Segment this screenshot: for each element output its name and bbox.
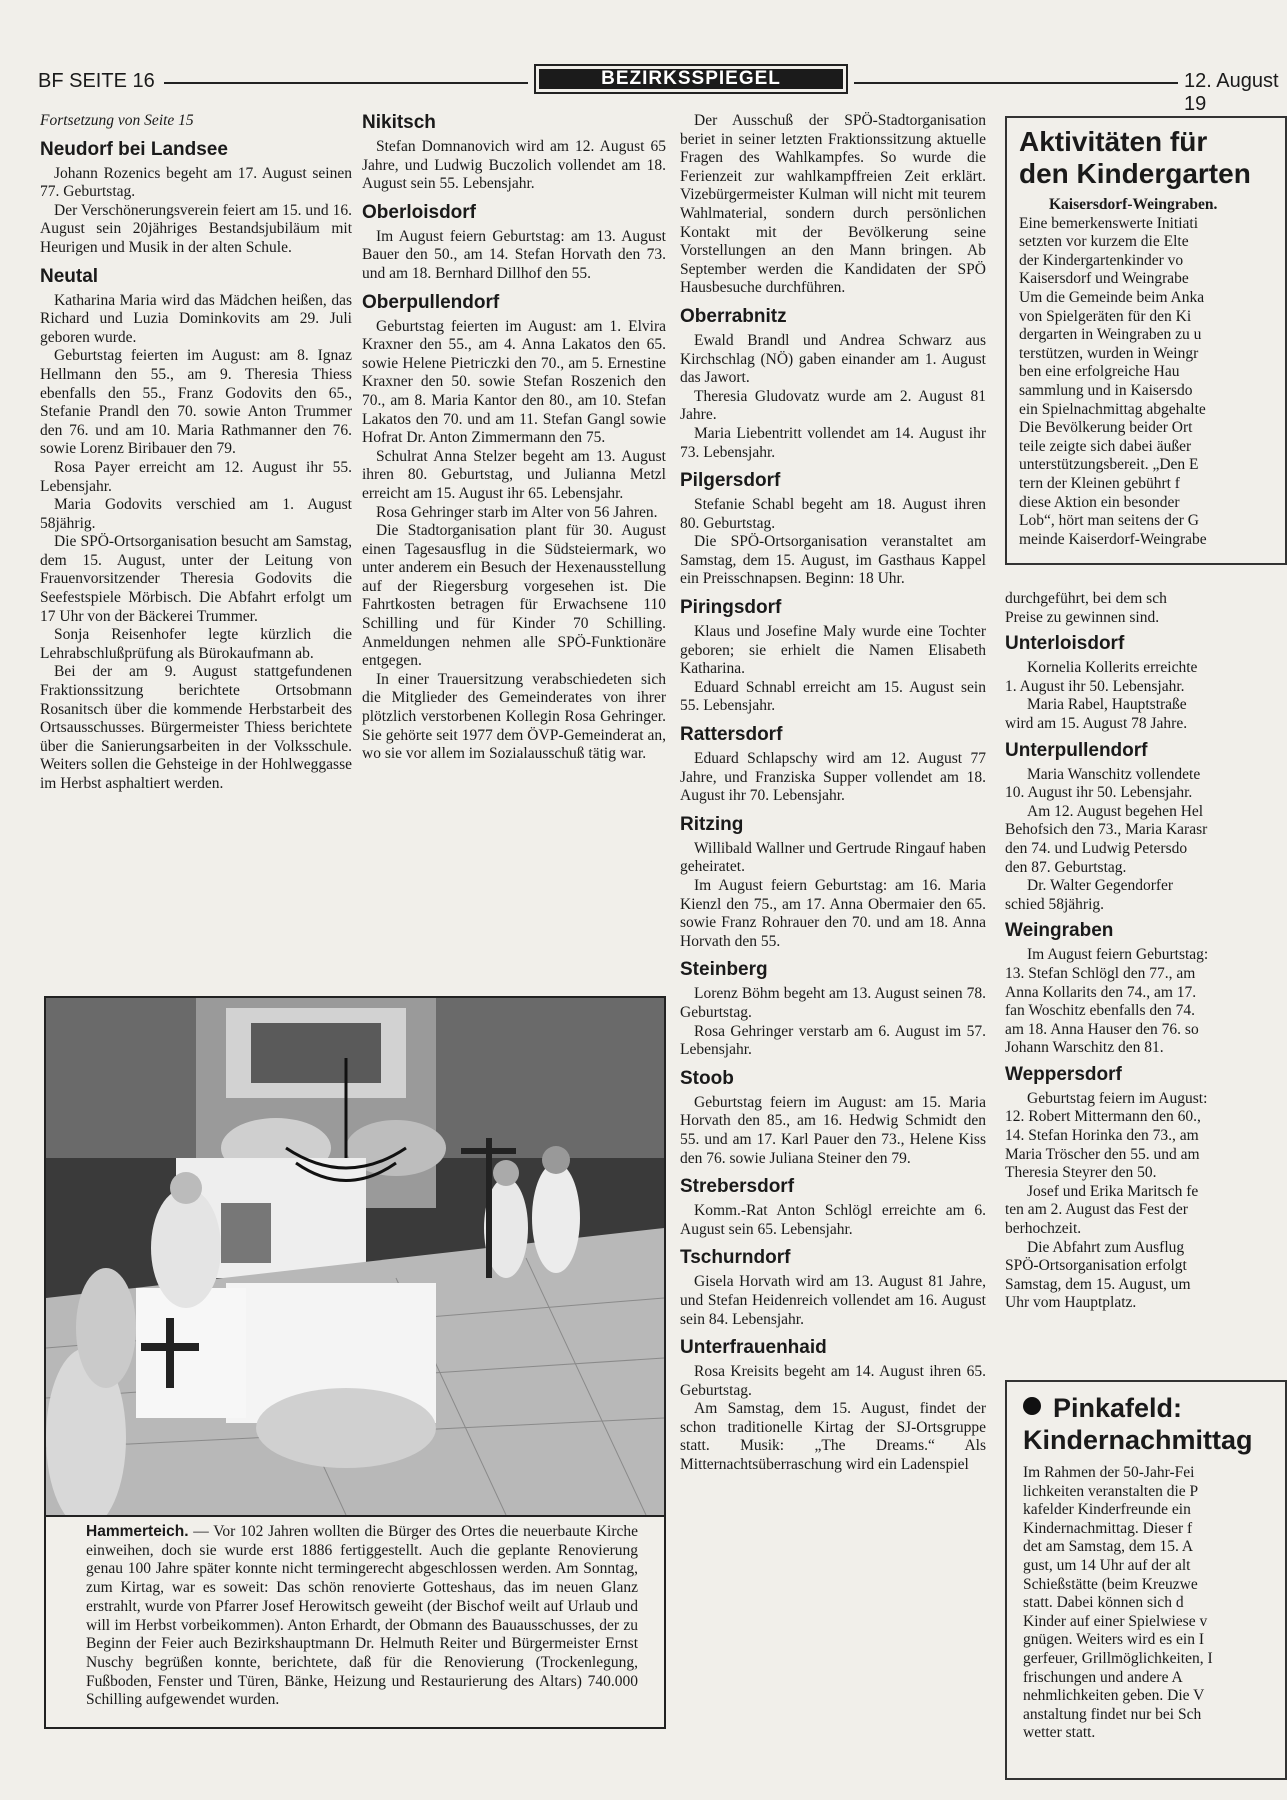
text-line: Anna Kollarits den 74., am 17. [1005, 983, 1197, 1001]
text-line: teile zeigte sich dabei äußer [1019, 437, 1192, 455]
text-line: unterstützungsbereit. „Den E [1019, 456, 1199, 474]
page-number: BF SEITE 16 [38, 70, 155, 92]
article-paragraph: Katharina Maria wird das Mädchen heißen, das Richard und Luzia Dominkovits am 29. Juli geboren wurde. [40, 291, 352, 346]
section-banner [534, 64, 848, 94]
article-paragraph: Rosa Gehringer verstarb am 6. August im 57. Lebensjahr. [680, 1022, 986, 1059]
heading-unterfrauenhaid: Unterfrauenhaid [680, 1337, 827, 1359]
kindergarten-title [1019, 126, 1285, 190]
text-line: Josef und Erika Maritsch fe [1027, 1182, 1199, 1200]
text-line: berhochzeit. [1005, 1220, 1082, 1238]
article-paragraph: Maria Liebentritt vollendet am 14. August ihr 73. Lebensjahr. [680, 424, 986, 461]
text-line: Samstag, dem 15. August, um [1005, 1275, 1191, 1293]
heading-weppersdorf: Weppersdorf [1005, 1063, 1122, 1085]
text-line: kafelder Kinderfreunde ein [1023, 1501, 1191, 1519]
text-line: wetter statt. [1023, 1724, 1096, 1742]
text-line: 1. August ihr 50. Lebensjahr. [1005, 677, 1185, 695]
heading-oberloisdorf: Oberloisdorf [362, 201, 477, 223]
text-line: setzten vor kurzem die Elte [1019, 233, 1189, 251]
text-line: den 74. und Ludwig Petersdo [1005, 839, 1188, 857]
heading-tschurndorf: Tschurndorf [680, 1247, 791, 1269]
text-line: meinde Kaiserdorf-Weingrabe [1019, 530, 1207, 548]
photo-caption [44, 1517, 666, 1729]
article-paragraph: Die SPÖ-Ortsorganisation veranstaltet am Samstag, dem 15. August, im Gasthaus Kappel ein Preisschnapsen. Beginn: 18 Uhr. [680, 533, 986, 588]
intro-text [1005, 590, 1287, 627]
text-line: 13. Stefan Schlögl den 77., am [1005, 964, 1196, 982]
article-paragraph: Maria Godovits verschied am 1. August 58jährig. [40, 496, 352, 532]
text-line: diese Aktion ein besonder [1019, 493, 1180, 511]
article-paragraph: Die Stadtorganisation plant für 30. August einen Tagesausflug in die Südsteiermark, wo unter anderem ein Besuch der Hexenausstellung auf der Riegersburg vorgesehen ist. Die Fahrtkosten betragen für Erwachsene 110 Schilling und für Kinder 70 Schilling. Anmeldungen nehmen alle SPÖ-Funktionäre entgegen. [362, 522, 666, 670]
article-paragraph: Rosa Kreisits begeht am 14. August ihren 65. Geburtstag. [680, 1363, 986, 1399]
heading-rattersdorf: Rattersdorf [680, 724, 783, 746]
text-line: Theresia Steyrer den 50. [1005, 1164, 1157, 1182]
article-paragraph: In einer Trauersitzung verabschiedeten sich die Mitglieder des Gemeinderates von ihrer plötzlich verstorbenen Kollegin Rosa Gehringer. Sie gehörte seit 1977 dem ÖVP-Gemeinderat an, wo sie vor allem im Sozialausschuß tätig war. [362, 670, 666, 763]
bullet-icon [1023, 1397, 1041, 1415]
article-paragraph: Stefan Domnanovich wird am 12. August 65 Jahre, und Ludwig Buczolich vollendet am 18. August sein 55. Lebensjahr. [362, 138, 666, 193]
text-line: ben eine erfolgreiche Hau [1019, 363, 1180, 381]
article-paragraph: Im August feiern Geburtstag: am 13. August Bauer den 50., am 14. Stefan Horvath den 73. und am 18. Bernhard Dillhof den 55. [362, 227, 666, 282]
heading-strebersdorf: Strebersdorf [680, 1176, 795, 1198]
header-rule-right [854, 82, 1178, 84]
text-line: fan Woschitz ebenfalls den 74. [1005, 1002, 1196, 1020]
text-line: gust, um 14 Uhr auf der alt [1023, 1556, 1191, 1574]
heading-neudorf: Neudorf bei Landsee [40, 138, 228, 160]
pinkafeld-title-line-2: Kindernachmittag [1023, 1425, 1253, 1455]
text-line: Behofsich den 73., Maria Karasr [1005, 821, 1208, 839]
article-paragraph: Geburtstag feierten im August: am 1. Elvira Kraxner den 55., am 4. Anna Lakatos den 65. sowie Helene Pietriczki den 70., am 5. Ernestine Kraxner den 50. sowie Stefan Roszenich den 70., am 8. Maria Kantor den 80., am 10. Stefan Lakatos den 70. und am 11. Stefan Gangl sowie Hofrat Dr. Anton Zimmermann den 75. [362, 317, 666, 447]
pinkafeld-title [1023, 1392, 1285, 1456]
text-line: Die Abfahrt zum Ausflug [1027, 1238, 1185, 1256]
text-line: 10. August ihr 50. Lebensjahr. [1005, 784, 1193, 802]
article-paragraph: Die SPÖ-Ortsorganisation besucht am Samstag, dem 15. August, unter der Leitung von Frauenvorsitzender Theresia Godovits die Seefestspiele Mörbisch. Die Abfahrt erfolgt um 17 Uhr von der Bäckerei Trummer. [40, 533, 352, 625]
text-line: Maria Tröscher den 55. und am [1005, 1145, 1200, 1163]
header-rule-left [164, 82, 528, 84]
text-line: Schießstätte (beim Kreuzwe [1023, 1575, 1198, 1593]
heading-piringsdorf: Piringsdorf [680, 597, 782, 619]
text-line: Lob“, hört man seitens der G [1019, 512, 1199, 530]
article-paragraph: Geburtstag feiern im August: am 15. Maria Horvath den 85., am 16. Hedwig Schmidt den 55. und am 17. Karl Pauer den 73., Helene Kiss den 76. sowie Juliana Steiner den 79. [680, 1093, 986, 1167]
section-text [1005, 766, 1287, 915]
text-line: ein Spielnachmittag abgehalte [1019, 400, 1206, 418]
text-line: Uhr vom Hauptplatz. [1005, 1294, 1137, 1312]
heading-neutal: Neutal [40, 265, 99, 287]
text-line: Maria Wanschitz vollendete [1027, 765, 1201, 783]
heading-oberpullendorf: Oberpullendorf [362, 291, 500, 313]
text-line: von Spielgeräten für den Ki [1019, 307, 1192, 325]
text-line: tern der Kleinen gebührt f [1019, 474, 1180, 492]
article-paragraph: Komm.-Rat Anton Schlögl erreichte am 6. August sein 65. Lebensjahr. [680, 1202, 986, 1238]
section-text [1005, 1090, 1287, 1313]
text-line: schied 58jährig. [1005, 895, 1105, 913]
article-paragraph: Eduard Schnabl erreicht am 15. August sein 55. Lebensjahr. [680, 678, 986, 715]
text-line: Geburtstag feiern im August: [1027, 1089, 1208, 1107]
article-paragraph: Lorenz Böhm begeht am 13. August seinen 78. Geburtstag. [680, 985, 986, 1021]
article-paragraph: Im August feiern Geburtstag: am 16. Maria Kienzl den 75., am 17. Anna Obermaier den 65. sowie Franz Rohrauer den 70. und am 18. Anna Horvath den 55. [680, 877, 986, 950]
text-line: Im Rahmen der 50-Jahr-Fei [1023, 1464, 1195, 1481]
text-line: den 87. Geburtstag. [1005, 858, 1127, 876]
text-line: Johann Warschitz den 81. [1005, 1039, 1164, 1057]
kindergarten-box [1005, 116, 1287, 565]
heading-pilgersdorf: Pilgersdorf [680, 470, 781, 492]
kindergarten-title-line-1: Aktivitäten für [1019, 126, 1208, 157]
text-line: am 18. Anna Hauser den 76. so [1005, 1020, 1199, 1038]
heading-unterloisdorf: Unterloisdorf [1005, 633, 1125, 655]
text-line: nehmlichkeiten geben. Die V [1023, 1687, 1205, 1705]
text-line: wird am 15. August 78 Jahre. [1005, 714, 1188, 732]
text-line: 12. Robert Mittermann den 60., [1005, 1108, 1201, 1126]
text-line: frischungen und andere A [1023, 1668, 1183, 1686]
column-3 [680, 112, 986, 1475]
text-line: 14. Stefan Horinka den 73., am [1005, 1127, 1199, 1145]
text-line: Kaisersdorf und Weingrabe [1019, 270, 1189, 288]
caption-text: — Vor 102 Jahren wollten die Bürger des Ortes die neuerbaute Kirche einweihen, doch sie wurde erst 1886 fertiggestellt. Auch die geplante Renovierung genau 100 Jahre später konnte nicht termingerecht abgeschlossen werden. Am Sonntag, zum Kirtag, war es soweit: Das schön renovierte Gotteshaus, das im neuen Glanz erstrahlt, wurde von Pfarrer Josef Herowitsch geweiht (der Bischof weilt auf Urlaub und will im Herbst vorbeikommen). Anton Erhardt, der Obmann des Bauausschusses, der zu Beginn der Feier auch Bezirkshauptmann Dr. Helmuth Reiter und Bürgermeister Ernst Nuschy begrüßen konnte, berichtete, daß für die Renovierung (Trockenlegung, Fußboden, Fenster und Türen, Bänke, Heizung und Restaurierung des Altars) 740.000 Schilling aufgewendet wurden. [86, 1523, 638, 1709]
column-1 [40, 112, 352, 794]
heading-steinberg: Steinberg [680, 959, 768, 981]
issue-date: 12. August 19 [1184, 70, 1279, 115]
heading-weingraben: Weingraben [1005, 920, 1114, 942]
text-line: Preise zu gewinnen sind. [1005, 608, 1160, 626]
article-paragraph: Sonja Reisenhofer legte kürzlich die Lehrabschlußprüfung als Bürokaufmann ab. [40, 626, 352, 662]
article-paragraph: Willibald Wallner und Gertrude Ringauf haben geheiratet. [680, 839, 986, 876]
article-paragraph: Gisela Horvath wird am 13. August 81 Jahre, und Stefan Heidenreich vollendet am 16. August sein 84. Lebensjahr. [680, 1273, 986, 1328]
page-header [38, 64, 1287, 115]
heading-unterpullendorf: Unterpullendorf [1005, 739, 1148, 761]
kindergarten-title-line-2: den Kindergarten [1019, 158, 1251, 189]
kindergarten-text [1019, 215, 1285, 550]
text-line: gnügen. Weiters wird es ein I [1023, 1631, 1204, 1649]
text-line: Kinder auf einer Spielwiese v [1023, 1612, 1208, 1630]
section-text [1005, 659, 1287, 733]
text-line: SPÖ-Ortsorganisation erfolgt [1005, 1257, 1187, 1275]
text-line: anstaltung findet nur bei Sch [1023, 1705, 1202, 1723]
text-line: Um die Gemeinde beim Anka [1019, 288, 1205, 306]
text-line: durchgeführt, bei dem sch [1005, 590, 1167, 607]
text-line: Die Bevölkerung beider Ort [1019, 419, 1193, 437]
text-line: Maria Rabel, Hauptstraße [1027, 696, 1187, 714]
text-line: der Kindergartenkinder vo [1019, 251, 1184, 269]
article-paragraph: Johann Rozenics begeht am 17. August seinen 77. Geburtstag. [40, 164, 352, 201]
text-line: det am Samstag, dem 15. A [1023, 1538, 1194, 1556]
pinkafeld-box [1005, 1380, 1287, 1780]
article-paragraph: Eduard Schlapschy wird am 12. August 77 Jahre, und Franziska Supper vollendet am 18. August ihr 70. Lebensjahr. [680, 750, 986, 805]
pinkafeld-text [1023, 1464, 1285, 1743]
article-paragraph: Klaus und Josefine Maly wurde eine Tochter geboren; sie erhielt die Namen Elisabeth Katharina. [680, 623, 986, 678]
text-line: ten am 2. August das Fest der [1005, 1201, 1188, 1219]
church-consecration-image [46, 998, 664, 1515]
article-paragraph: Stefanie Schabl begeht am 18. August ihren 80. Geburtstag. [680, 496, 986, 532]
text-line: Am 12. August begehen Hel [1027, 802, 1204, 820]
text-line: Dr. Walter Gegendorfer [1027, 877, 1174, 895]
heading-nikitsch: Nikitsch [362, 112, 436, 133]
heading-stoob: Stoob [680, 1067, 734, 1089]
text-line: Kindernachmittag. Dieser f [1023, 1519, 1193, 1537]
text-line: Kornelia Kollerits erreichte [1027, 659, 1198, 677]
article-paragraph: Rosa Payer erreicht am 12. August ihr 55. Lebensjahr. [40, 458, 352, 495]
text-line: Im August feiern Geburtstag: [1027, 946, 1209, 964]
article-paragraph: Ewald Brandl und Andrea Schwarz aus Kirchschlag (NÖ) gaben einander am 1. August das Jawort. [680, 331, 986, 387]
dateline: Kaisersdorf-Weingraben. [1049, 196, 1218, 213]
article-paragraph: Schulrat Anna Stelzer begeht am 13. August ihren 80. Geburtstag, und Julianna Metzl erreicht am 15. August ihr 65. Lebensjahr. [362, 447, 666, 502]
text-line: statt. Dabei können sich d [1023, 1594, 1184, 1612]
article-paragraph: Am Samstag, dem 15. August, findet der schon traditionelle Kirtag der SJ-Ortsgruppe statt. Musik: „The Dreams.“ Als Mitternachtsüberraschung wird ein Ladenspiel [680, 1400, 986, 1474]
article-paragraph: Der Ausschuß der SPÖ-Stadtorganisation beriet in seiner letzten Fraktionssitzung aktuelle Fragen des Wahlkampfes. So wurde die Ferienzeit zur wahlkampffreien Zeit erklärt. Vizebürgermeister Kulman will nicht mit teurem Wahlmaterial, sondern durch persönlichen Kontakt mit der Bevölkerung seine Vorstellungen an den Mann bringen. Ab September werden die Kandidaten der SPÖ Hausbesuche durchführen. [680, 112, 986, 297]
text-line: dergarten in Weingraben zu u [1019, 326, 1202, 344]
continuation-note: Fortsetzung von Seite 15 [40, 112, 194, 129]
column-2 [362, 112, 666, 764]
church-photo [44, 996, 666, 1517]
article-paragraph: Bei der am 9. August stattgefundenen Fraktionssitzung berichtete Ortsobmann Rosanitsch über die kommende Herbstarbeit des Ortsausschusses. Bürgermeister Thiess berichtete über die Sanierungsarbeiten in der Volksschule. Weiters sollen die Gehsteige in der Hohlweggasse im Herbst asphaltiert werden. [40, 663, 352, 792]
section-title: BEZIRKSSPIEGEL [539, 69, 843, 89]
text-line: lichkeiten veranstalten die P [1023, 1482, 1199, 1500]
section-text [1005, 946, 1287, 1058]
caption-lead: Hammerteich. [86, 1523, 189, 1540]
article-paragraph: Der Verschönerungsverein feiert am 15. und 16. August sein 20jähriges Bestandsjubiläum mit Heurigen und Musik in der alten Schule. [40, 201, 352, 256]
text-line: gerfeuer, Grillmöglichkeiten, I [1023, 1649, 1213, 1667]
heading-ritzing: Ritzing [680, 813, 744, 835]
column-4 [1005, 590, 1287, 1313]
text-line: terstützen, wurden in Weingr [1019, 344, 1199, 362]
article-paragraph: Rosa Gehringer starb im Alter von 56 Jahren. [376, 503, 658, 521]
heading-oberrabnitz: Oberrabnitz [680, 305, 787, 327]
pinkafeld-title-line-1: Pinkafeld: [1053, 1393, 1183, 1423]
text-line: sammlung und in Kaisersdo [1019, 381, 1193, 399]
text-line: Eine bemerkenswerte Initiati [1019, 214, 1199, 232]
article-paragraph: Theresia Gludovatz wurde am 2. August 81 Jahre. [680, 387, 986, 424]
article-paragraph: Geburtstag feierten im August: am 8. Ignaz Hellmann den 55., am 9. Theresia Thiess ebenfalls den 55., Franz Godovits den 65., Stefanie Prandl den 70. sowie Anton Trummer den 76. und am 10. Maria Rathmanner den 76. sowie Lorenz Biribauer den 79. [40, 347, 352, 458]
